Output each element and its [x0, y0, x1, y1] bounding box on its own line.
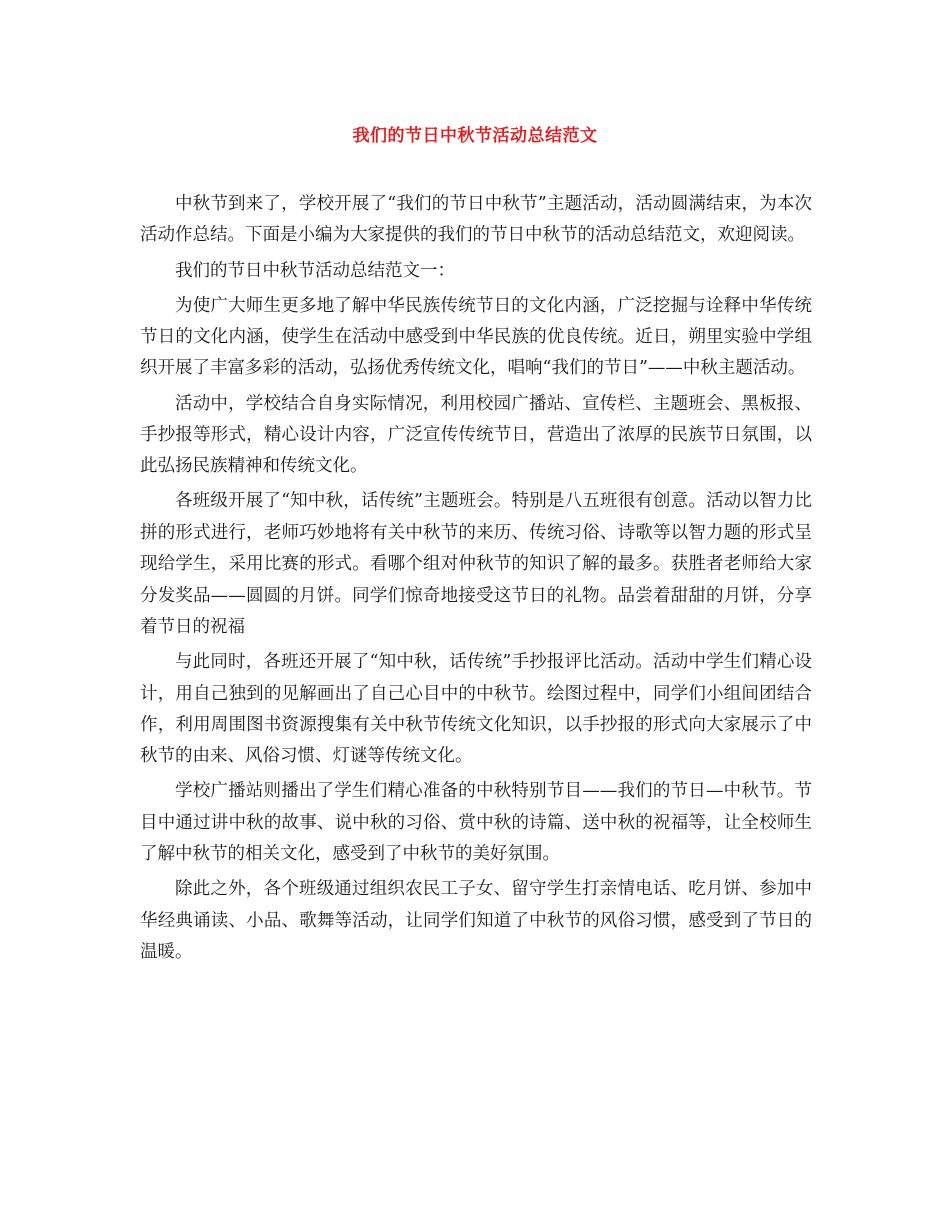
paragraph: 为使广大师生更多地了解中华民族传统节日的文化内涵，广泛挖掘与诠释中华传统节日的文化内涵，使学生在活动中感受到中华民族的优良传统。近日，朔里实验中学组织开展了丰富多彩的活动，弘扬优秀传统文化，唱响“我们的节日”——中秋主题活动。	[140, 295, 812, 379]
paragraph-intro: 中秋节到来了，学校开展了“我们的节日中秋节”主题活动，活动圆满结束，为本次活动作总结。下面是小编为大家提供的我们的节日中秋节的活动总结范文，欢迎阅读。	[140, 194, 812, 246]
paragraph: 除此之外，各个班级通过组织农民工子女、留守学生打亲情电话、吃月饼、参加中华经典诵读、小品、歌舞等活动，让同学们知道了中秋节的风俗习惯，感受到了节日的温暖。	[140, 879, 812, 963]
document-title: 我们的节日中秋节活动总结范文	[352, 126, 598, 146]
paragraph: 各班级开展了“知中秋，话传统”主题班会。特别是八五班很有创意。活动以智力比拼的形式进行，老师巧妙地将有关中秋节的来历、传统习俗、诗歌等以智力题的形式呈现给学生，采用比赛的形式。看哪个组对仲秋节的知识了解的最多。获胜者老师给大家分发奖品——圆圆的月饼。同学们惊奇地接受这节日的礼物。品尝着甜甜的月饼，分享着节日的祝福	[140, 491, 812, 638]
document-body	[140, 189, 812, 972]
paragraph: 与此同时，各班还开展了“知中秋，话传统”手抄报评比活动。活动中学生们精心设计，用自己独到的见解画出了自己心目中的中秋节。绘图过程中，同学们小组间团结合作，利用周围图书资源搜集有关中秋节传统文化知识，以手抄报的形式向大家展示了中秋节的由来、风俗习惯、灯谜等传统文化。	[140, 652, 812, 767]
paragraph-section-heading: 我们的节日中秋节活动总结范文一：	[175, 260, 455, 281]
paragraph: 学校广播站则播出了学生们精心准备的中秋特别节目——我们的节日—中秋节。节目中通过讲中秋的故事、说中秋的习俗、赏中秋的诗篇、送中秋的祝福等，让全校师生了解中秋节的相关文化，感受到了中秋节的美好氛围。	[140, 781, 812, 865]
paragraph: 活动中，学校结合自身实际情况，利用校园广播站、宣传栏、主题班会、黑板报、手抄报等形式，精心设计内容，广泛宣传传统节日，营造出了浓厚的民族节日氛围，以此弘扬民族精神和传统文化。	[140, 393, 812, 477]
